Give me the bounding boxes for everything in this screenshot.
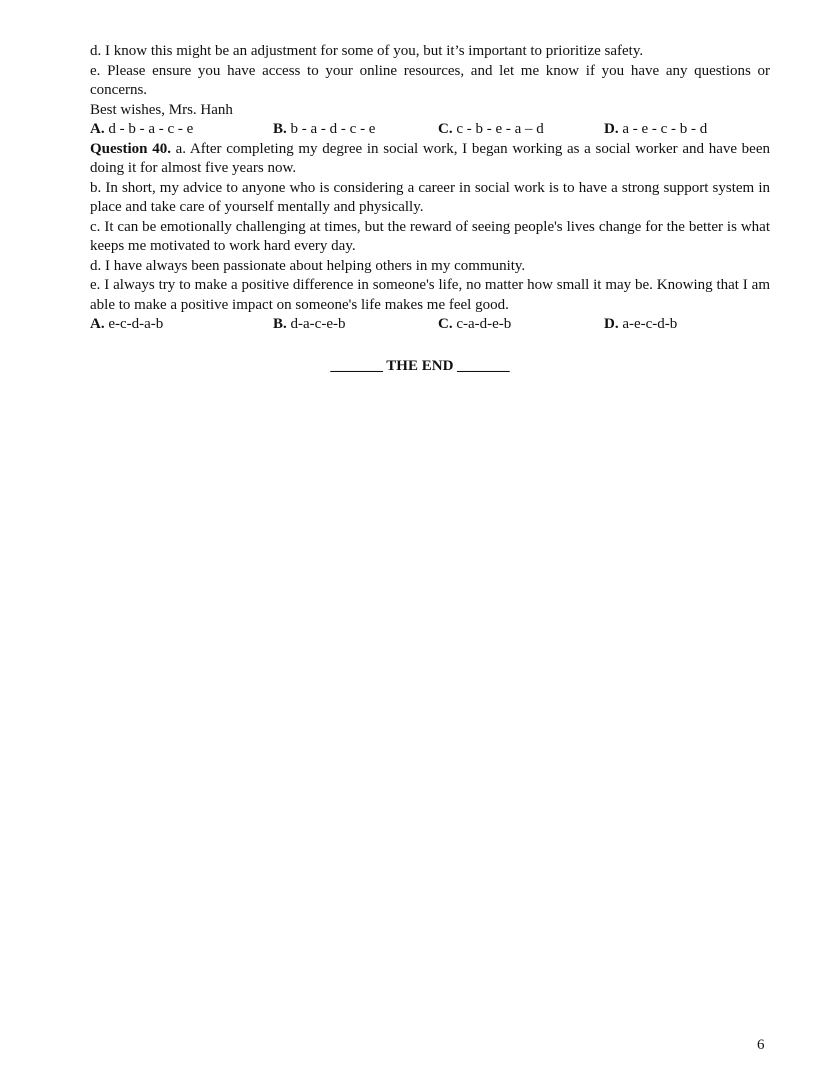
q40-line-e: e. I always try to make a positive difference in someone's life, no matter how small it may be. Knowing that I am able to make a positive impact on someone's life makes me feel good. xyxy=(90,277,770,313)
page-number: 6 xyxy=(757,1037,765,1053)
page-content xyxy=(90,42,770,335)
q39-option-d: D. a - e - c - b - d xyxy=(604,121,708,137)
q40-option-d: D. a-e-c-d-b xyxy=(604,316,678,332)
q40-line-b: b. In short, my advice to anyone who is considering a career in social work is to have a strong support system in place and take care of yourself mentally and physically. xyxy=(90,179,770,215)
q40-line-d: d. I have always been passionate about helping others in my community. xyxy=(90,257,526,274)
q39-line-e: e. Please ensure you have access to your online resources, and let me know if you have any questions or concerns. xyxy=(90,62,770,98)
q39-option-c: C. c - b - e - a – d xyxy=(438,121,544,137)
q39-option-b: B. b - a - d - c - e xyxy=(273,121,376,137)
q40-option-c: C. c-a-d-e-b xyxy=(438,316,512,332)
q40-options xyxy=(90,315,770,335)
the-end-marker: _______ THE END _______ xyxy=(330,358,510,374)
q39-options xyxy=(90,120,770,140)
q40-line-a: Question 40. a. After completing my degree in social work, I began working as a social worker and have been doing it for almost five years now. xyxy=(90,140,770,176)
q40-label: Question 40. xyxy=(90,140,171,157)
q40-option-b: B. d-a-c-e-b xyxy=(273,316,346,332)
q40-line-c: c. It can be emotionally challenging at times, but the reward of seeing people's lives change for the better is what keeps me motivated to work hard every day. xyxy=(90,218,770,254)
q39-line-d: d. I know this might be an adjustment for some of you, but it’s important to prioritize safety. xyxy=(90,43,644,59)
q39-signoff: Best wishes, Mrs. Hanh xyxy=(90,101,233,118)
q39-option-a: A. d - b - a - c - e xyxy=(90,121,194,137)
q40-option-a: A. e-c-d-a-b xyxy=(90,316,164,332)
